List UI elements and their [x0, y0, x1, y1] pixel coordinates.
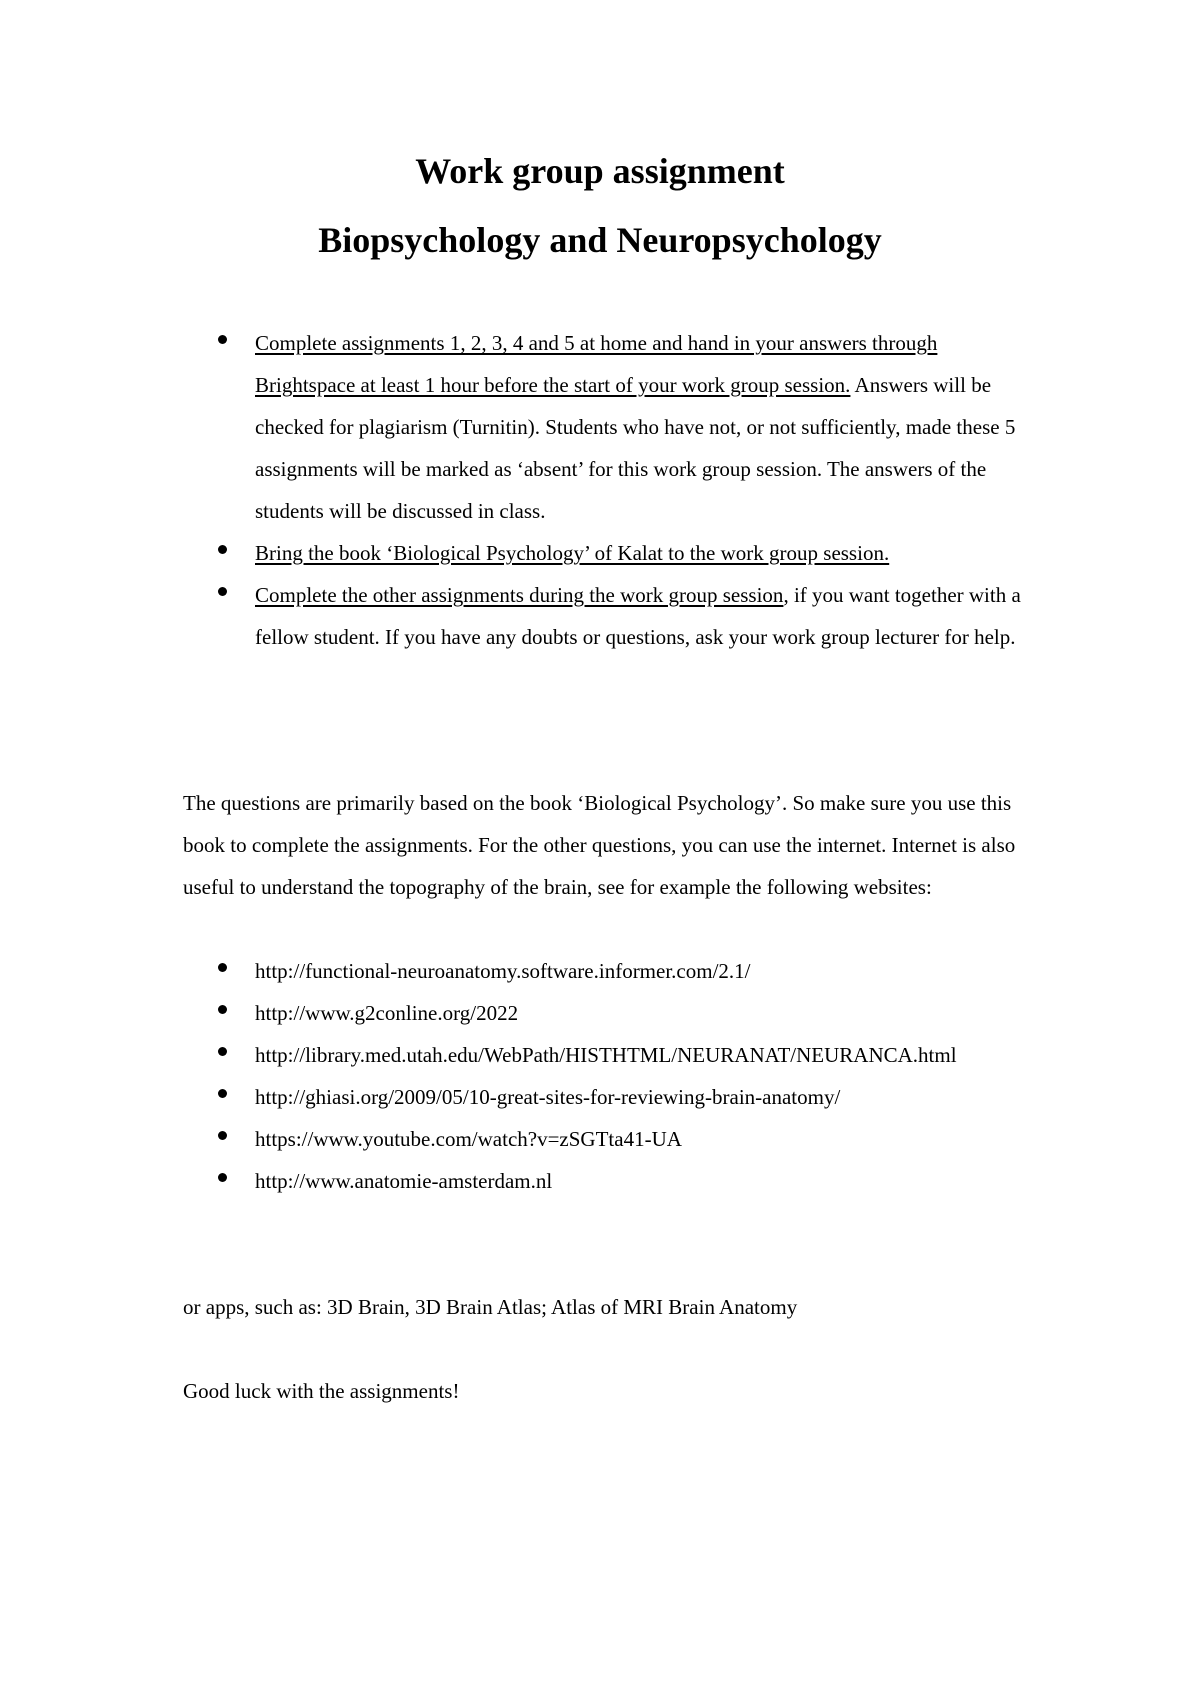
website-item	[0, 1076, 1200, 1118]
instruction-text: Answers will be checked for plagiarism (Turnitin). Students who have not, or not sufficiently, made these 5 assignments will be marked as ‘absent’ for this work group session. The answers of the students will be discussed in class.	[255, 373, 1016, 523]
website-url: http://library.med.utah.edu/WebPath/HISTHTML/NEURANAT/NEURANCA.html	[255, 1043, 957, 1067]
apps-line: or apps, such as: 3D Brain, 3D Brain Atlas; Atlas of MRI Brain Anatomy	[183, 1295, 798, 1319]
closing-line: Good luck with the assignments!	[183, 1379, 460, 1403]
instructions-list	[0, 322, 1200, 658]
bullet-icon	[218, 1047, 227, 1056]
bullet-icon	[218, 1005, 227, 1014]
bullet-icon	[218, 963, 227, 972]
website-url: http://ghiasi.org/2009/05/10-great-sites-for-reviewing-brain-anatomy/	[255, 1085, 841, 1109]
instruction-underlined-text: Bring the book ‘Biological Psychology’ of Kalat to the work group session.	[255, 541, 890, 565]
instruction-underlined-text: Complete assignments 1, 2, 3, 4 and 5 at home and hand in your answers through Brightspace at least 1 hour before the start of your work group session.	[255, 331, 938, 397]
website-url: http://www.g2conline.org/2022	[255, 1001, 519, 1025]
intro-paragraph: The questions are primarily based on the book ‘Biological Psychology’. So make sure you use this book to complete the assignments. For the other questions, you can use the internet. Internet is also useful to understand the topography of the brain, see for example the following websites:	[183, 791, 1016, 899]
website-url: https://www.youtube.com/watch?v=zSGTta41-UA	[255, 1127, 682, 1151]
website-item	[0, 1160, 1200, 1202]
website-item	[0, 1118, 1200, 1160]
instruction-underlined-text: Complete the other assignments during the work group session	[255, 583, 784, 607]
instruction-item	[0, 574, 1200, 658]
instruction-item	[0, 322, 1200, 532]
instruction-text: , if you want together with a fellow student. If you have any doubts or questions, ask your work group lecturer for help.	[255, 583, 1021, 649]
bullet-icon	[218, 545, 227, 554]
bullet-icon	[218, 1131, 227, 1140]
website-item	[0, 992, 1200, 1034]
bullet-icon	[218, 335, 227, 344]
bullet-icon	[218, 1173, 227, 1182]
instruction-item	[0, 532, 1200, 574]
bullet-icon	[218, 587, 227, 596]
websites-list	[0, 950, 1200, 1202]
page-title: Work group assignment	[415, 151, 785, 191]
website-url: http://functional-neuroanatomy.software.informer.com/2.1/	[255, 959, 751, 983]
website-item	[0, 1034, 1200, 1076]
website-item	[0, 950, 1200, 992]
website-url: http://www.anatomie-amsterdam.nl	[255, 1169, 553, 1193]
page-subtitle: Biopsychology and Neuropsychology	[318, 220, 882, 260]
bullet-icon	[218, 1089, 227, 1098]
